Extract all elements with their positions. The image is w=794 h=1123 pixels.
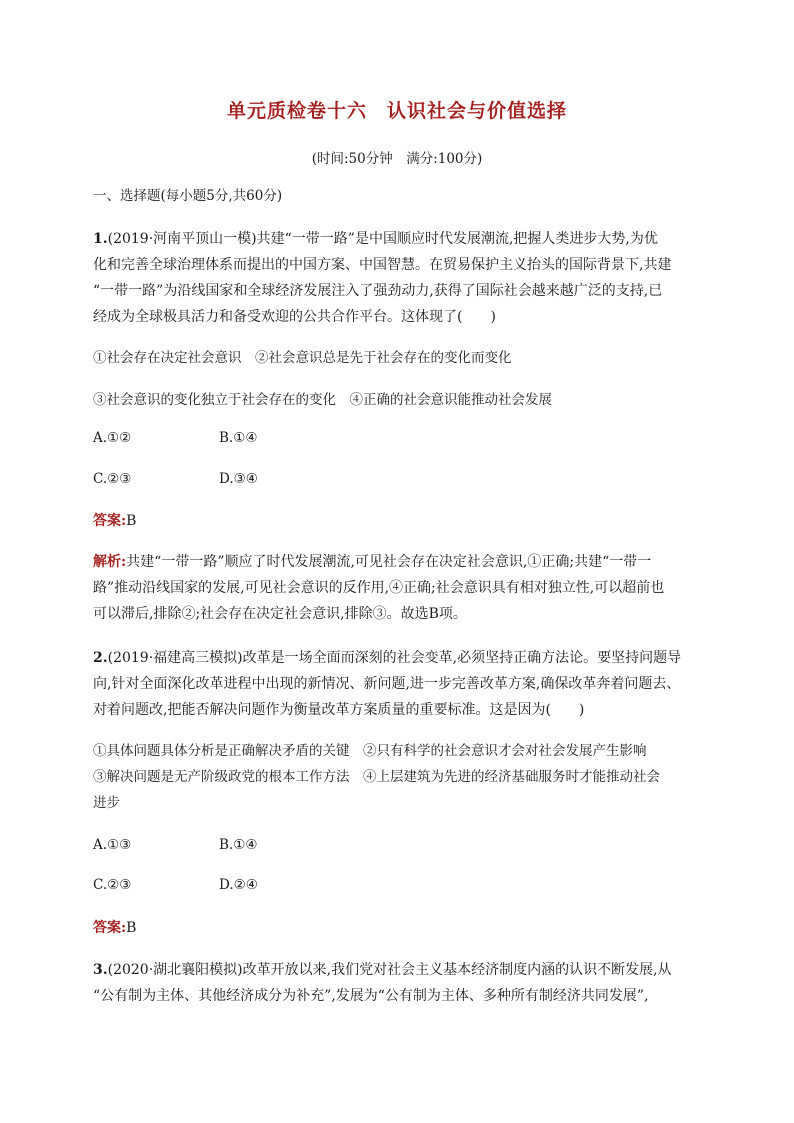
question-2-statements-2: ③解决问题是无产阶级政党的根本工作方法 ④上层建筑为先进的经济基础服务时才能推动社会 — [93, 769, 660, 785]
answer-value: B — [126, 513, 137, 529]
question-number: 1. — [93, 231, 108, 247]
question-3-line-1: 3.(2020·湖北襄阳模拟)改革开放以来,我们党对社会主义基本经济制度内涵的认识不断发展,从 — [93, 962, 672, 978]
question-1-line-2: 化和完善全球治理体系而提出的中国方案、中国智慧。在贸易保护主义抬头的国际背景下,共建 — [93, 257, 672, 273]
question-2-statements-1: ①具体问题具体分析是正确解决矛盾的关键 ②只有科学的社会意识才会对社会发展产生影响 — [93, 743, 647, 759]
question-1-answer — [93, 511, 713, 531]
question-1-line-4: 经成为全球极具活力和备受欢迎的公共合作平台。这体现了( ) — [93, 309, 496, 325]
question-number: 2. — [93, 650, 108, 666]
analysis-label: 解析: — [93, 554, 127, 570]
answer-label: 答案: — [93, 513, 127, 529]
answer-label: 答案: — [93, 920, 127, 936]
choice-b: B.①④ — [219, 430, 258, 446]
question-1-line-3: “一带一路”为沿线国家和全球经济发展注入了强劲动力,获得了国际社会越来越广泛的支持,已 — [93, 283, 663, 299]
choice-c: C.②③ — [93, 877, 132, 893]
analysis-line-1: 解析:共建“一带一路”顺应了时代发展潮流,可见社会存在决定社会意识,①正确;共建“一带一 — [93, 554, 652, 570]
question-2-line-1: 2.(2019·福建高三模拟)改革是一场全面而深刻的社会变革,必须坚持正确方法论。要坚持问题导 — [93, 650, 682, 666]
question-number: 3. — [93, 962, 108, 978]
choice-c: C.②③ — [93, 471, 132, 487]
question-1-statements-1: ①社会存在决定社会意识 ②社会意识总是先于社会存在的变化而变化 — [93, 350, 512, 366]
question-3-line-2: “公有制为主体、其他经济成分为补充”,发展为“公有制为主体、多种所有制经济共同发展”, — [93, 988, 649, 1004]
analysis-line-3: 可以滞后,排除②;社会存在决定社会意识,排除③。故选B项。 — [93, 606, 467, 622]
choice-b: B.①④ — [219, 837, 258, 853]
question-2-line-2: 向,针对全面深化改革进程中出现的新情况、新问题,进一步完善改革方案,确保改革奔着问题去、 — [93, 676, 681, 692]
analysis-line-2: 路”推动沿线国家的发展,可见社会意识的反作用,④正确;社会意识具有相对独立性,可以超前也 — [93, 580, 665, 596]
choice-d: D.③④ — [219, 471, 258, 487]
choice-a: A.①③ — [93, 837, 132, 853]
exam-info: (时间:50分钟 满分:100分) — [311, 151, 483, 167]
page-title: 单元质检卷十六 认识社会与价值选择 — [226, 100, 567, 122]
question-1-line-1: 1.(2019·河南平顶山一模)共建“一带一路”是中国顺应时代发展潮流,把握人类进步大势,为优 — [93, 231, 658, 247]
choice-a: A.①② — [93, 430, 132, 446]
question-2-answer — [93, 918, 713, 938]
answer-value: B — [126, 920, 137, 936]
question-1-statements-2: ③社会意识的变化独立于社会存在的变化 ④正确的社会意识能推动社会发展 — [93, 392, 552, 408]
choice-d: D.②④ — [219, 877, 258, 893]
question-2-statements-3: 进步 — [93, 795, 120, 811]
question-2-line-3: 对着问题改,把能否解决问题作为衡量改革方案质量的重要标准。这是因为( ) — [93, 702, 585, 718]
section-heading: 一、选择题(每小题5分,共60分) — [93, 188, 283, 204]
